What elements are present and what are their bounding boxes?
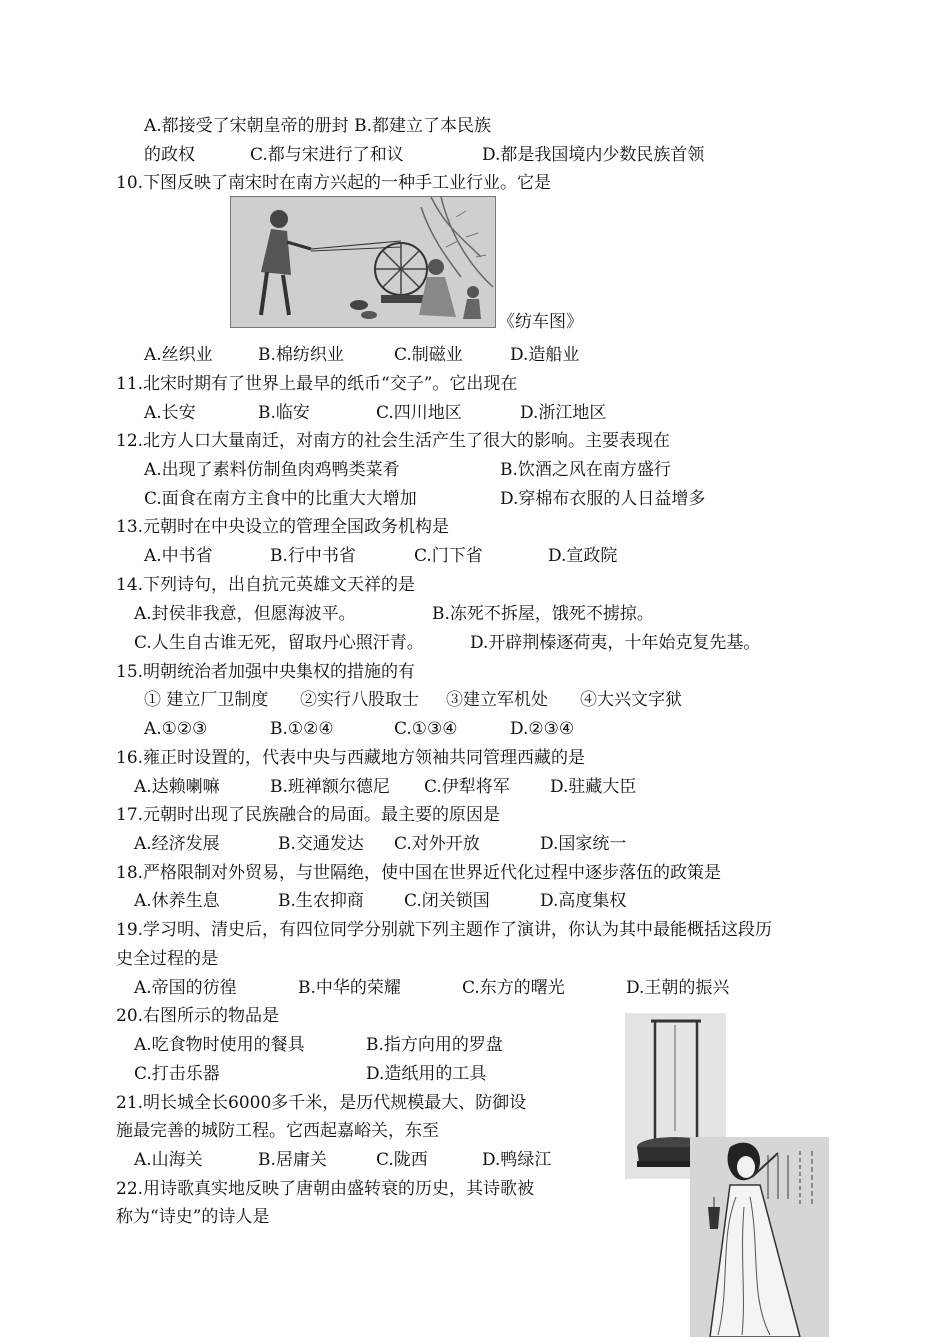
q10-option-d: D.造船业 — [510, 345, 580, 365]
q20-option-a: A.吃食物时使用的餐具 — [134, 1035, 305, 1055]
q10-stem: 10.下图反映了南宋时在南方兴起的一种手工业行业。它是 — [116, 173, 552, 193]
q10-option-a: A.丝织业 — [144, 345, 213, 365]
q22-stem-line2: 称为“诗史”的诗人是 — [116, 1207, 270, 1227]
q15-option-b: B.①②④ — [270, 719, 334, 739]
q16-option-c: C.伊犁将军 — [424, 777, 510, 797]
q17-option-c: C.对外开放 — [394, 834, 480, 854]
q14-option-c: C.人生自古谁无死，留取丹心照汗青。 — [134, 633, 424, 653]
q15-option-a: A.①②③ — [144, 719, 208, 739]
q13-option-c: C.门下省 — [414, 546, 483, 566]
q20-option-c: C.打击乐器 — [134, 1064, 220, 1084]
q11-option-a: A.长安 — [144, 403, 196, 423]
q14-option-b: B.冻死不拆屋，饿死不掳掠。 — [432, 604, 654, 624]
q20-option-b: B.指方向用的罗盘 — [366, 1035, 503, 1055]
q15-option-d: D.②③④ — [510, 719, 575, 739]
q11-stem: 11.北宋时期有了世界上最早的纸币“交子”。它出现在 — [116, 374, 518, 394]
q19-option-b: B.中华的荣耀 — [298, 978, 401, 998]
q20-stem: 20.右图所示的物品是 — [116, 1006, 280, 1026]
q16-stem: 16.雍正时设置的，代表中央与西藏地方领袖共同管理西藏的是 — [116, 748, 586, 768]
q17-option-b: B.交通发达 — [278, 834, 364, 854]
q21-stem-line1: 21.明长城全长6000多千米，是历代规模最大、防御设 — [116, 1093, 527, 1113]
q13-option-a: A.中书省 — [144, 546, 213, 566]
q20-option-d: D.造纸用的工具 — [366, 1064, 487, 1084]
q10-option-b: B.棉纺织业 — [258, 345, 344, 365]
q17-option-d: D.国家统一 — [540, 834, 627, 854]
q9-option-b-cont: 的政权 — [144, 145, 195, 165]
lady-with-scroll-icon — [690, 1137, 829, 1337]
q12-stem: 12.北方人口大量南迁，对南方的社会生活产生了很大的影响。主要表现在 — [116, 431, 671, 451]
q18-stem: 18.严格限制对外贸易，与世隔绝，使中国在世界近代化过程中逐步落伍的政策是 — [116, 863, 722, 883]
q12-option-c: C.面食在南方主食中的比重大大增加 — [144, 489, 417, 509]
q9-option-c: C.都与宋进行了和议 — [250, 145, 404, 165]
q18-option-a: A.休养生息 — [134, 891, 220, 911]
q18-option-d: D.高度集权 — [540, 891, 627, 911]
q11-option-c: C.四川地区 — [376, 403, 462, 423]
q17-stem: 17.元朝时出现了民族融合的局面。最主要的原因是 — [116, 805, 501, 825]
spinning-wheel-drawing-icon — [231, 197, 495, 327]
q15-stem: 15.明朝统治者加强中央集权的措施的有 — [116, 662, 416, 682]
spinning-wheel-figure — [230, 196, 496, 328]
q13-option-d: D.宣政院 — [548, 546, 618, 566]
q14-stem: 14.下列诗句，出自抗元英雄文天祥的是 — [116, 575, 416, 595]
q19-option-d: D.王朝的振兴 — [626, 978, 730, 998]
q11-option-b: B.临安 — [258, 403, 310, 423]
q16-option-d: D.驻藏大臣 — [550, 777, 637, 797]
q19-stem-line2: 史全过程的是 — [116, 949, 218, 969]
q15-option-c: C.①③④ — [394, 719, 458, 739]
q12-option-a: A.出现了素料仿制鱼肉鸡鸭类菜肴 — [144, 460, 400, 480]
q15-item-2: ②实行八股取士 — [300, 690, 419, 710]
q21-stem-line2: 施最完善的城防工程。它西起嘉峪关，东至 — [116, 1121, 439, 1141]
q10-option-c: C.制磁业 — [394, 345, 463, 365]
q21-option-c: C.陇西 — [376, 1150, 428, 1170]
q15-item-1: ① 建立厂卫制度 — [144, 690, 269, 710]
q15-item-3: ③建立军机处 — [446, 690, 548, 710]
q17-option-a: A.经济发展 — [134, 834, 220, 854]
q16-option-a: A.达赖喇嘛 — [134, 777, 220, 797]
q11-option-d: D.浙江地区 — [520, 403, 607, 423]
q22-poet-figure — [690, 1137, 829, 1337]
q21-option-b: B.居庸关 — [258, 1150, 327, 1170]
q22-stem-line1: 22.用诗歌真实地反映了唐朝由盛转衰的历史，其诗歌被 — [116, 1179, 535, 1199]
q21-option-d: D.鸭绿江 — [482, 1150, 552, 1170]
q18-option-c: C.闭关锁国 — [404, 891, 490, 911]
q13-option-b: B.行中书省 — [270, 546, 356, 566]
q14-option-d: D.开辟荆榛逐荷夷，十年始克复先基。 — [470, 633, 761, 653]
q14-option-a: A.封侯非我意，但愿海波平。 — [134, 604, 356, 624]
q12-option-b: B.饮酒之风在南方盛行 — [500, 460, 671, 480]
q12-option-d: D.穿棉布衣服的人日益增多 — [500, 489, 706, 509]
q19-option-c: C.东方的曙光 — [462, 978, 565, 998]
q16-option-b: B.班禅额尔德尼 — [270, 777, 390, 797]
q10-figure-caption: 《纺车图》 — [498, 312, 583, 332]
q21-option-a: A.山海关 — [134, 1150, 203, 1170]
q9-options-line1: A.都接受了宋朝皇帝的册封 B.都建立了本民族 — [144, 116, 491, 136]
q13-stem: 13.元朝时在中央设立的管理全国政务机构是 — [116, 517, 450, 537]
q19-stem-line1: 19.学习明、清史后，有四位同学分别就下列主题作了演讲，你认为其中最能概括这段历 — [116, 920, 773, 940]
q19-option-a: A.帝国的彷徨 — [134, 978, 237, 998]
q18-option-b: B.生农抑商 — [278, 891, 364, 911]
q15-item-4: ④大兴文字狱 — [580, 690, 682, 710]
q9-option-d: D.都是我国境内少数民族首领 — [482, 145, 705, 165]
